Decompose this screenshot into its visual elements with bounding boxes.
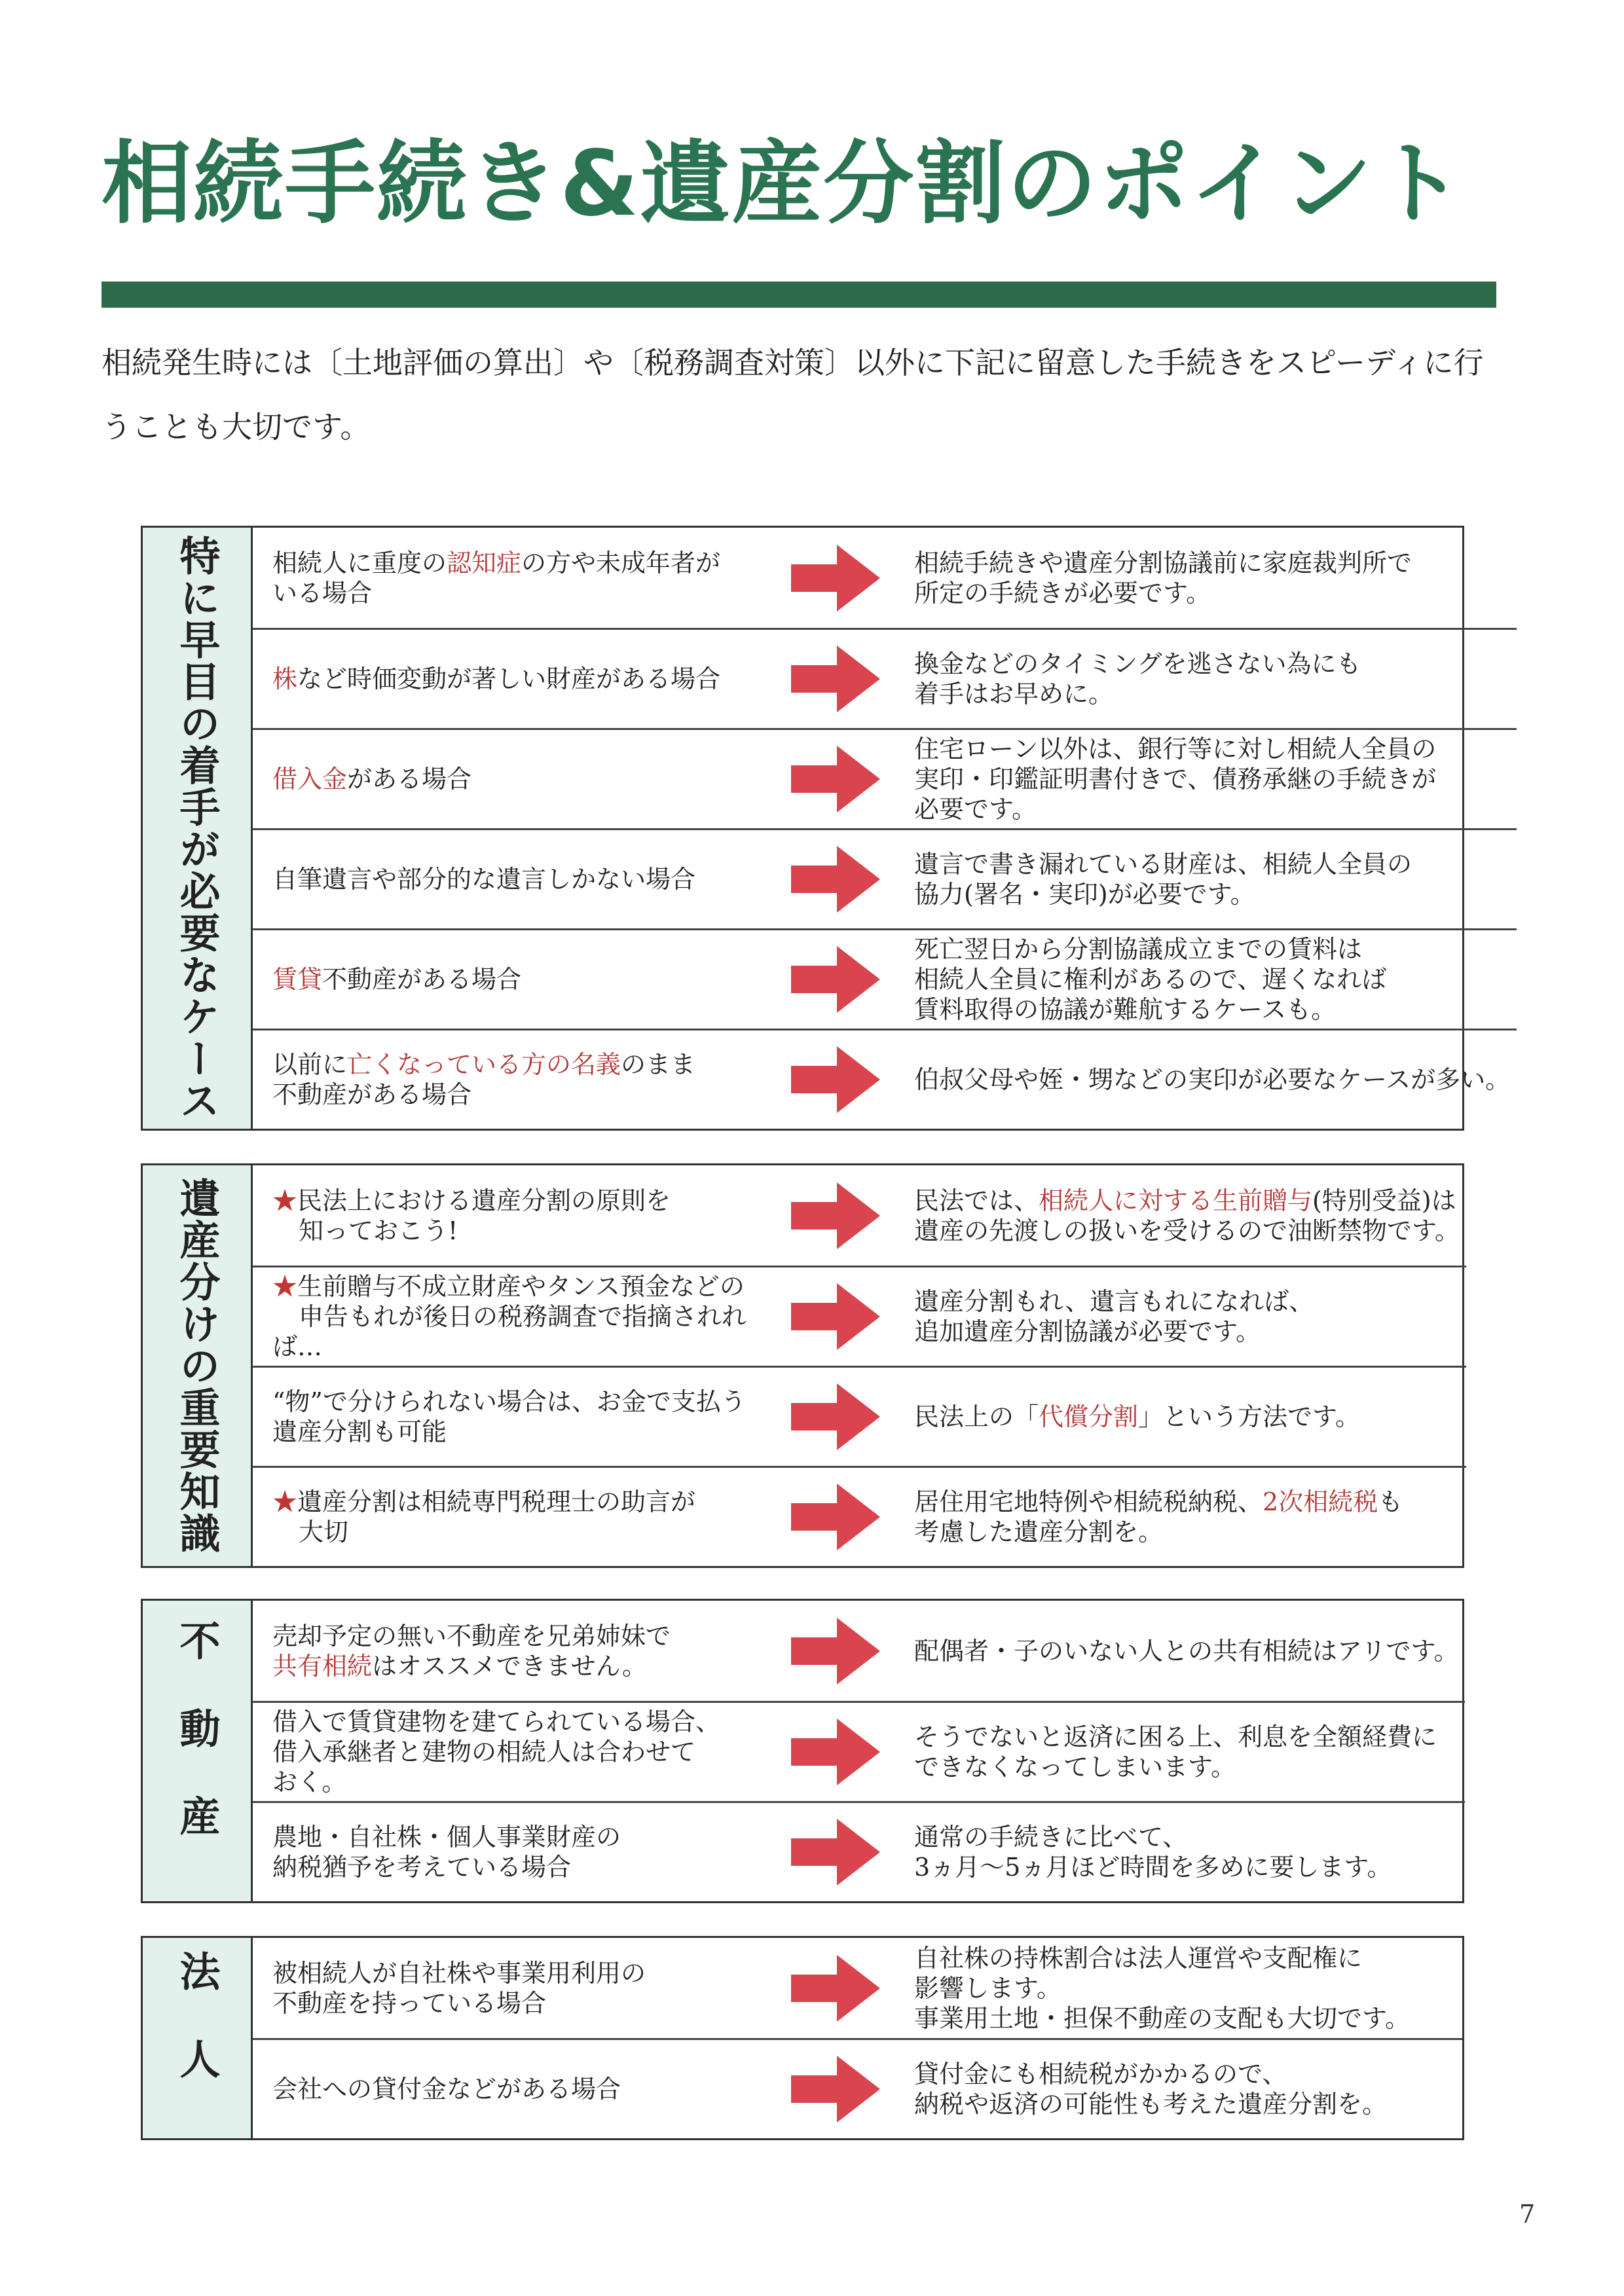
text-line: 伯叔父母や姪・甥などの実印が必要なケースが多い。 [914, 1065, 1511, 1094]
text-segment: 考慮した遺産分割を。 [914, 1518, 1164, 1546]
star-icon: ★ [272, 1272, 298, 1301]
highlight-text: 2次相続税 [1263, 1487, 1378, 1516]
section-label-text: 特に早目の着手が必要なケース [173, 535, 221, 1121]
text-line [272, 964, 783, 994]
text-segment: 生前贈与不成立財産やタンス預金などの [297, 1272, 745, 1301]
advice-text [888, 849, 1517, 909]
text-line [272, 1707, 783, 1737]
condition-text [253, 1186, 783, 1246]
text-segment: も [1378, 1487, 1403, 1516]
text-line [272, 1988, 783, 2018]
title-divider-bar [101, 282, 1496, 308]
text-line: 賃料取得の協議が難航するケースも。 [914, 995, 1337, 1024]
text-line [272, 1737, 783, 1767]
text-segment: いる場合 [272, 578, 373, 608]
text-line: 協力(署名・実印)が必要です。 [914, 880, 1255, 909]
star-icon: ★ [272, 1186, 298, 1215]
advice-text [888, 1065, 1517, 1095]
text-line: できなくなってしまいます。 [914, 1753, 1236, 1781]
advice-text [888, 1402, 1466, 1432]
arrow-icon [783, 643, 888, 715]
text-segment: 申告もれが後日の税務調査で指摘されれば… [272, 1302, 747, 1361]
advice-text [888, 2059, 1462, 2119]
text-line [914, 1186, 1460, 1216]
arrow-icon [783, 1044, 888, 1116]
section-label [143, 1165, 253, 1566]
text-line: 着手はお早めに。 [914, 680, 1114, 708]
text-segment: 以前に [272, 1050, 348, 1079]
section-rows [253, 1938, 1462, 2138]
page-number: 7 [1519, 2200, 1536, 2229]
text-line [272, 1417, 783, 1447]
text-line [272, 664, 783, 694]
text-line [272, 1049, 783, 1080]
text-segment: “物”で分けられない場合は、お金で支払う [272, 1387, 746, 1416]
text-line [272, 1621, 783, 1651]
page-title: 相続手続き&遺産分割のポイント [101, 131, 1466, 236]
table-row [253, 1601, 1465, 1701]
arrow-icon [783, 1716, 888, 1788]
highlight-text: 代償分割 [1039, 1402, 1139, 1431]
text-line [272, 1767, 783, 1797]
highlight-text: 共有相続 [272, 1651, 373, 1681]
condition-text [253, 548, 783, 608]
text-line: 死亡翌日から分割協議成立までの賃料は [914, 935, 1363, 964]
advice-text [888, 1286, 1466, 1347]
arrow-icon [783, 1281, 888, 1353]
text-line [914, 1517, 1460, 1547]
arrow-icon [783, 542, 888, 614]
condition-text [253, 1958, 783, 2018]
text-line [914, 1216, 1460, 1246]
table-row [253, 1366, 1466, 1466]
section-real-estate [141, 1599, 1464, 1903]
text-segment: 相続人に重度の [272, 548, 447, 577]
text-segment: 居住用宅地特例や相続税納税、 [914, 1487, 1263, 1516]
arrow-icon [783, 1816, 888, 1888]
table-row [253, 628, 1517, 728]
section-label-text: 遺産分けの重要知識 [173, 1177, 221, 1554]
section-rows [253, 528, 1517, 1129]
text-line: 実印・印鑑証明書付きで、債務承継の手続きが [914, 765, 1437, 793]
table-row [253, 828, 1517, 928]
text-segment: 大切 [299, 1518, 349, 1546]
table-row [253, 1801, 1465, 1901]
text-line: 相続人全員に権利があるので、遅くなれば [914, 965, 1387, 994]
text-segment: 」という方法です。 [1138, 1402, 1360, 1431]
text-line: 必要です。 [914, 795, 1037, 824]
arrow-icon [783, 1481, 888, 1553]
text-line [272, 578, 783, 608]
text-line: 影響します。 [914, 1973, 1061, 2003]
text-segment: おく。 [272, 1768, 347, 1796]
table-row [253, 1938, 1462, 2038]
text-segment: 知っておこう! [299, 1216, 458, 1245]
advice-text [888, 649, 1517, 709]
text-line [272, 1958, 783, 1988]
text-segment: 民法では、 [914, 1186, 1039, 1215]
table-row [253, 2038, 1462, 2138]
text-segment: 売却予定の無い不動産を兄弟姉妹で [272, 1621, 671, 1650]
text-segment: など時価変動が著しい財産がある場合 [297, 665, 721, 693]
text-line [272, 1651, 783, 1681]
text-line [272, 1271, 783, 1302]
text-line: 事業用土地・担保不動産の支配も大切です。 [914, 2003, 1410, 2033]
arrow-icon [783, 843, 888, 915]
text-segment: がある場合 [347, 765, 472, 793]
text-line [272, 1487, 783, 1517]
section-rows [253, 1165, 1466, 1566]
condition-text [253, 1049, 783, 1110]
text-segment: 民法上における遺産分割の原則を [297, 1186, 671, 1215]
text-segment: 不動産がある場合 [272, 1080, 472, 1109]
text-segment: 被相続人が自社株や事業用利用の [272, 1958, 646, 1988]
condition-text [253, 1822, 783, 1882]
section-rows [253, 1601, 1465, 1901]
text-line: 配偶者・子のいない人との共有相続はアリです。 [914, 1636, 1459, 1666]
highlight-text: 認知症 [447, 548, 522, 577]
table-row [253, 1466, 1466, 1566]
advice-text [888, 1636, 1465, 1666]
text-line: そうでないと返済に困る上、利息を全額経費に [914, 1722, 1437, 1751]
section-early-action [141, 526, 1511, 1131]
section-corporation [141, 1936, 1464, 2140]
section-label [143, 1938, 253, 2138]
section-label [143, 528, 253, 1129]
star-icon: ★ [272, 1487, 298, 1516]
text-segment: 借入承継者と建物の相続人は合わせて [272, 1738, 696, 1766]
advice-text [888, 1722, 1465, 1782]
text-line: 追加遺産分割協議が必要です。 [914, 1317, 1261, 1346]
text-line: 所定の手続きが必要です。 [914, 578, 1211, 608]
text-line [272, 1216, 783, 1246]
text-line: 住宅ローン以外は、銀行等に対し相続人全員の [914, 735, 1437, 763]
highlight-text: 亡くなっている方の名義 [347, 1050, 621, 1079]
text-segment: 会社への貸付金などがある場合 [272, 2075, 621, 2104]
text-segment: (特別受益)は [1312, 1186, 1456, 1215]
text-segment: 納税猶予を考えている場合 [272, 1853, 572, 1882]
table-row [253, 528, 1517, 628]
advice-text [888, 1186, 1466, 1246]
section-inheritance-knowledge [141, 1163, 1464, 1568]
highlight-text: 賃貸 [272, 965, 323, 994]
advice-text [888, 548, 1517, 608]
condition-text [253, 2074, 783, 2104]
text-line [272, 1822, 783, 1852]
text-line: 通常の手続きに比べて、 [914, 1823, 1188, 1851]
arrow-icon [783, 1615, 888, 1687]
highlight-text: 相続人に対する生前贈与 [1039, 1186, 1313, 1215]
table-row [253, 728, 1517, 828]
arrow-icon [783, 1952, 888, 2024]
text-line: 換金などのタイミングを逃さない為にも [914, 649, 1361, 678]
text-line [272, 1186, 783, 1216]
text-line [272, 1080, 783, 1110]
condition-text [253, 1621, 783, 1681]
text-line: 貸付金にも相続税がかかるので、 [914, 2060, 1287, 2088]
text-line [272, 1387, 783, 1417]
section-label [143, 1601, 253, 1901]
text-line: 自社株の持株割合は法人運営や支配権に [914, 1943, 1363, 1973]
table-row [253, 1701, 1465, 1801]
condition-text [253, 1387, 783, 1447]
text-line: 遺言で書き漏れている財産は、相続人全員の [914, 850, 1412, 879]
text-segment: 不動産を持っている場合 [272, 1988, 547, 2018]
text-line [914, 1402, 1460, 1432]
text-line [272, 1852, 783, 1882]
text-segment: のまま [621, 1050, 696, 1079]
text-line [272, 548, 783, 578]
highlight-text: 株 [272, 665, 298, 693]
arrow-icon [783, 943, 888, 1015]
text-segment: 不動産がある場合 [322, 965, 522, 994]
section-label-text: 法人 [173, 1950, 221, 2126]
text-line [272, 2074, 783, 2104]
condition-text [253, 1707, 783, 1797]
text-segment: 遺産分割は相続専門税理士の助言が [297, 1487, 696, 1516]
intro-paragraph: 相続発生時には〔土地評価の算出〕や〔税務調査対策〕以外に下記に留意した手続きをスピーディに行うことも大切です。 [101, 345, 1484, 445]
text-segment: 民法上の「 [914, 1402, 1039, 1431]
text-segment: 遺産分割も可能 [272, 1417, 447, 1446]
text-line [272, 864, 783, 894]
text-line: 遺産分割もれ、遺言もれになれば、 [914, 1287, 1314, 1316]
text-line [272, 1517, 783, 1547]
advice-text [888, 1943, 1462, 2033]
text-line: 相続手続きや遺産分割協議前に家庭裁判所で [914, 548, 1412, 577]
arrow-icon [783, 1180, 888, 1252]
condition-text [253, 664, 783, 694]
advice-text [888, 1822, 1465, 1882]
text-segment: 自筆遺言や部分的な遺言しかない場合 [272, 865, 696, 894]
text-segment: 遺産の先渡しの扱いを受けるので油断禁物です。 [914, 1216, 1460, 1245]
condition-text [253, 964, 783, 994]
section-label-text: 不動産 [173, 1619, 221, 1883]
text-line [914, 1487, 1460, 1517]
text-line [272, 1302, 783, 1362]
text-line: 3ヵ月〜5ヵ月ほど時間を多めに要します。 [914, 1853, 1392, 1882]
text-segment: はオススメできません。 [372, 1651, 647, 1681]
text-segment: 借入で賃貸建物を建てられている場合、 [272, 1707, 721, 1736]
table-row [253, 1029, 1517, 1129]
table-row [253, 928, 1517, 1029]
condition-text [253, 864, 783, 894]
condition-text [253, 1271, 783, 1362]
arrow-icon [783, 2053, 888, 2125]
condition-text [253, 764, 783, 794]
arrow-icon [783, 1381, 888, 1453]
advice-text [888, 934, 1517, 1025]
table-row [253, 1266, 1466, 1366]
table-row [253, 1165, 1466, 1266]
text-segment: 農地・自社株・個人事業財産の [272, 1823, 621, 1851]
text-segment: の方や未成年者が [521, 548, 721, 577]
highlight-text: 借入金 [272, 765, 348, 793]
advice-text [888, 1487, 1466, 1547]
text-line [272, 764, 783, 794]
condition-text [253, 1487, 783, 1547]
arrow-icon [783, 743, 888, 815]
advice-text [888, 734, 1517, 824]
text-line: 納税や返済の可能性も考えた遺産分割を。 [914, 2090, 1388, 2119]
